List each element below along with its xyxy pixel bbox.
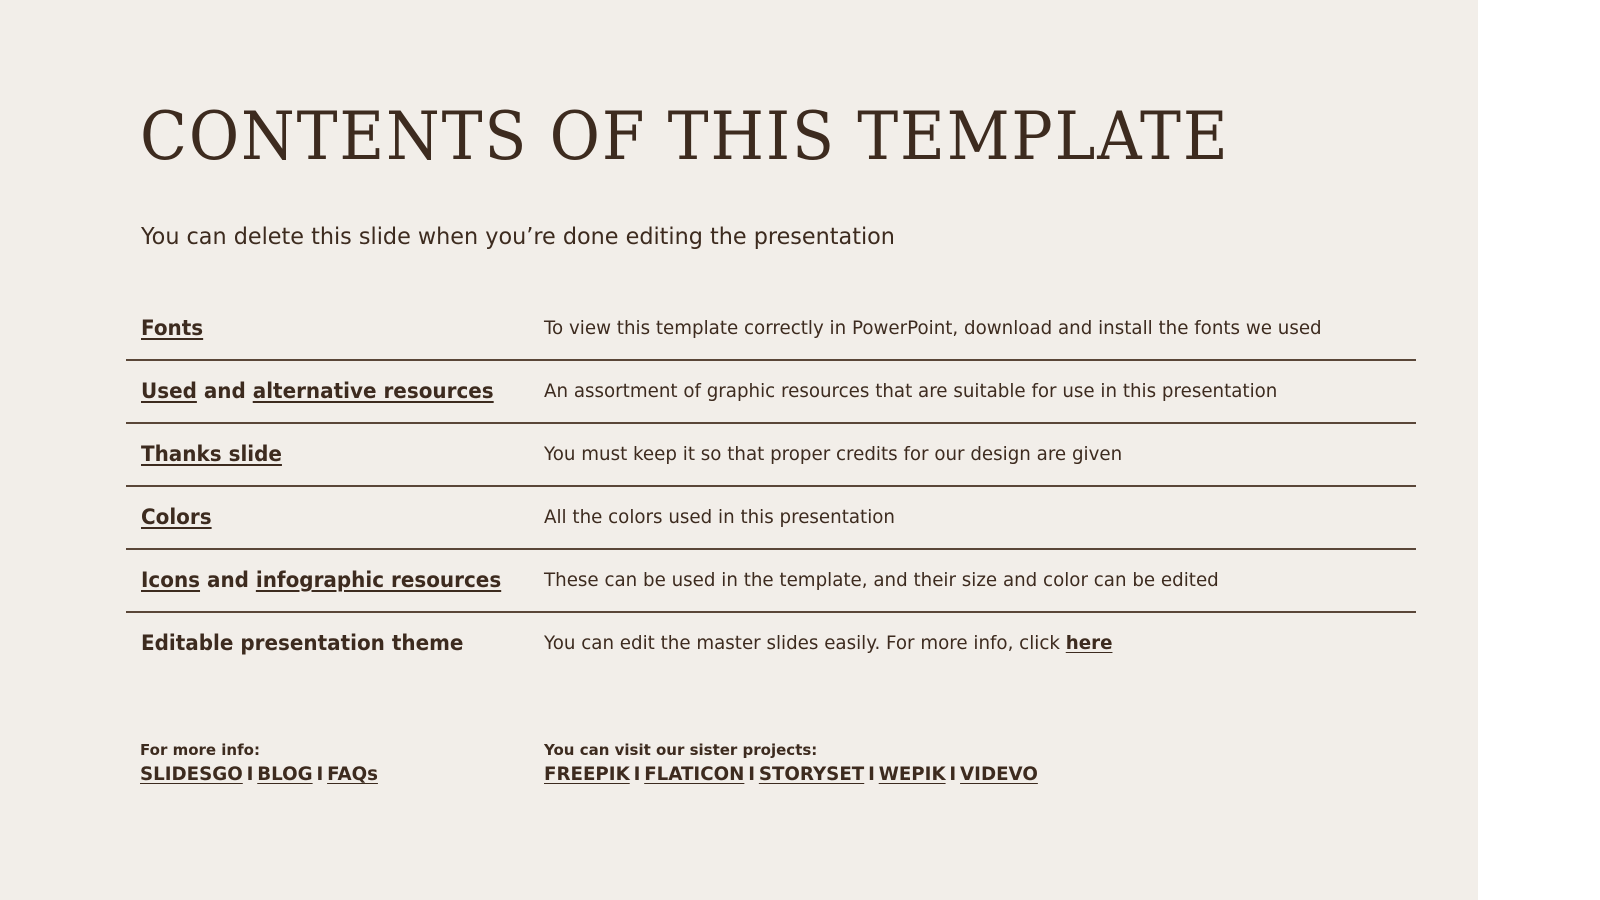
row-description: All the colors used in this presentation (544, 506, 895, 528)
sister-projects-footer (544, 740, 1058, 788)
here-link[interactable]: here (1065, 632, 1113, 654)
row-label (141, 298, 203, 359)
more-info-footer (140, 740, 388, 788)
row-label (141, 487, 212, 548)
row-label: Editable presentation theme (141, 631, 464, 655)
table-row-theme (126, 613, 1416, 676)
storyset-link[interactable]: STORYSET (758, 763, 865, 785)
row-description-text: You can edit the master slides easily. For more info, click (544, 632, 1060, 654)
row-label (141, 424, 282, 485)
faqs-link[interactable]: FAQs (327, 763, 378, 785)
table-row-icons (126, 550, 1416, 613)
link-separator: I (868, 763, 875, 785)
link-separator: I (633, 763, 641, 785)
blog-link[interactable]: BLOG (257, 763, 313, 785)
row-label-connector: and (206, 568, 249, 592)
thanks-slide-link[interactable]: Thanks slide (141, 442, 282, 466)
freepik-link[interactable]: FREEPIK (544, 763, 630, 785)
table-row-colors (126, 487, 1416, 550)
row-description (544, 613, 1112, 674)
row-label (141, 361, 494, 422)
row-description: You must keep it so that proper credits for our design are given (544, 443, 1123, 465)
fonts-link[interactable]: Fonts (141, 316, 204, 340)
page-subtitle: You can delete this slide when you’re done editing the presentation (141, 224, 895, 250)
row-description: To view this template correctly in PowerPoint, download and install the fonts we used (544, 317, 1322, 339)
row-label (141, 550, 501, 611)
wepik-link[interactable]: WEPIK (878, 763, 946, 785)
sister-projects-links (544, 760, 1038, 788)
more-info-heading: For more info: (140, 741, 260, 759)
link-separator: I (316, 763, 324, 785)
table-row-fonts (126, 298, 1416, 361)
slidesgo-link[interactable]: SLIDESGO (140, 763, 243, 785)
row-description: These can be used in the template, and their size and color can be edited (544, 569, 1219, 591)
colors-link[interactable]: Colors (141, 505, 212, 529)
used-resources-link[interactable]: Used (141, 379, 197, 403)
flaticon-link[interactable]: FLATICON (644, 763, 745, 785)
page-title: CONTENTS OF THIS TEMPLATE (140, 98, 1230, 175)
contents-table (126, 298, 1416, 676)
sister-projects-heading: You can visit our sister projects: (544, 741, 818, 759)
table-row-resources (126, 361, 1416, 424)
alternative-resources-link[interactable]: alternative resources (252, 379, 494, 403)
link-separator: I (949, 763, 957, 785)
row-label-connector: and (203, 379, 246, 403)
infographic-resources-link[interactable]: infographic resources (255, 568, 502, 592)
icons-link[interactable]: Icons (141, 568, 201, 592)
link-separator: I (748, 763, 756, 785)
link-separator: I (246, 763, 254, 785)
table-row-thanks (126, 424, 1416, 487)
row-description: An assortment of graphic resources that are suitable for use in this presentation (544, 380, 1278, 402)
videvo-link[interactable]: VIDEVO (960, 763, 1038, 785)
more-info-links (140, 760, 378, 788)
